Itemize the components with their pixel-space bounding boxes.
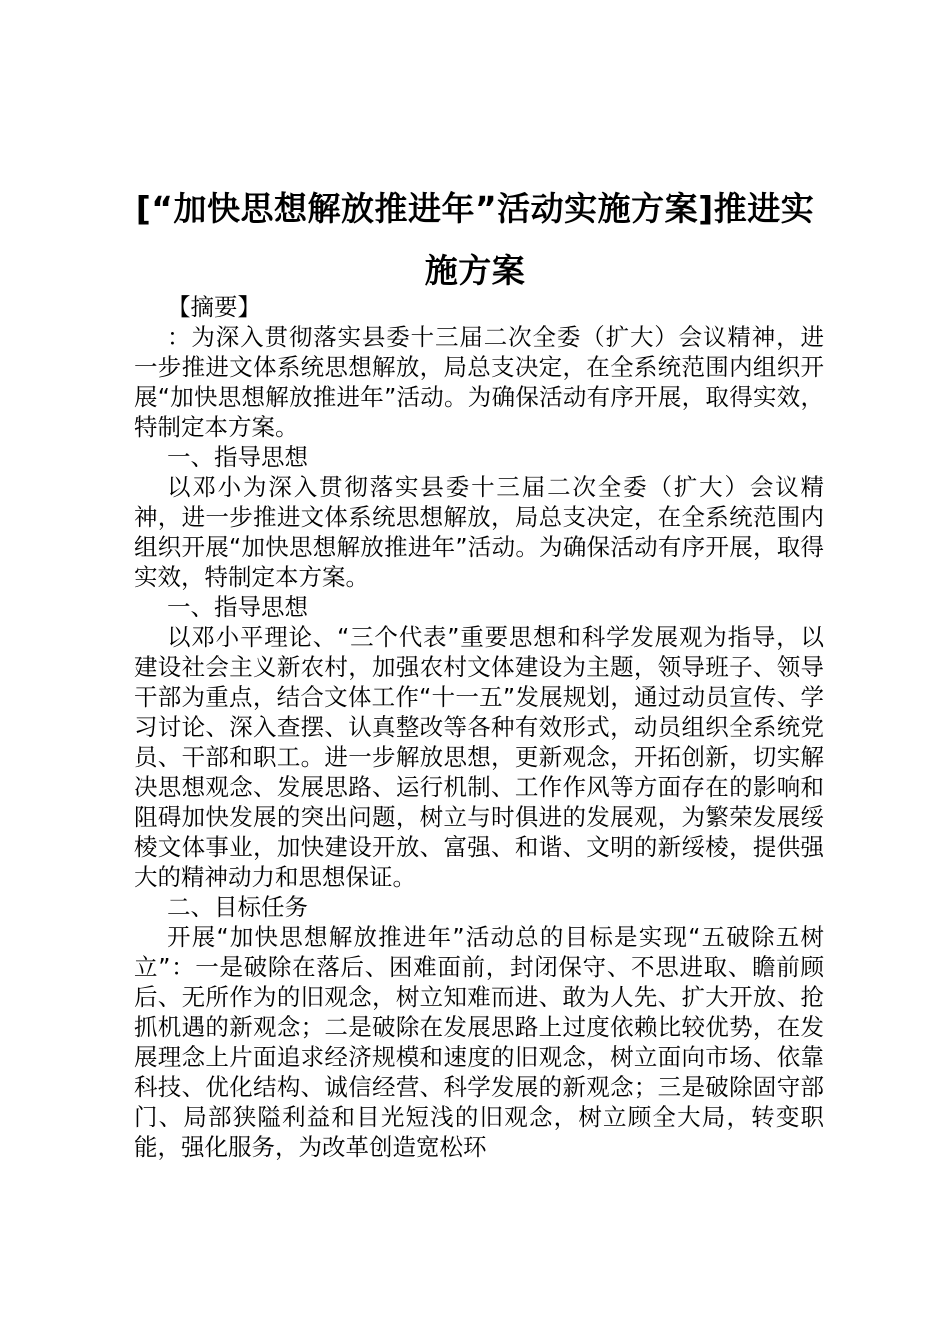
paragraph: 开展“加快思想解放推进年”活动总的目标是实现“五破除五树立”：一是破除在落后、困难面前，封闭保守、不思进取、瞻前顾后、无所作为的旧观念，树立知难而进、敢为人先、扩大开放、抢抓机遇的新观念；二是破除在发展思路上过度依赖比较优势，在发展理念上片面追求经济规模和速度的旧观念，树立面向市场、依靠科技、优化结构、诚信经营、科学发展的新观念；三是破除固守部门、局部狭隘利益和目光短浅的旧观念，树立顾全大局，转变职能，强化服务，为改革创造宽松环 bbox=[134, 923, 824, 1161]
paragraph: 以邓小为深入贯彻落实县委十三届二次全委（扩大）会议精神，进一步推进文体系统思想解放，局总支决定，在全系统范围内组织开展“加快思想解放推进年”活动。为确保活动有序开展，取得实效，特制定本方案。 bbox=[134, 473, 824, 591]
section-heading-guiding-thought: 一、指导思想 bbox=[167, 443, 308, 471]
abstract-label: 【摘要】 bbox=[167, 293, 261, 321]
section-heading-guiding-thought-repeat: 一、指导思想 bbox=[167, 593, 308, 621]
document-body bbox=[134, 292, 824, 1162]
section-heading-goals: 二、目标任务 bbox=[167, 893, 308, 921]
document-title: [“加快思想解放推进年”活动实施方案]推进实施方案 bbox=[135, 189, 815, 290]
abstract-paragraph: ：为深入贯彻落实县委十三届二次全委（扩大）会议精神，进一步推进文体系统思想解放，局总支决定，在全系统范围内组织开展“加快思想解放推进年”活动。为确保活动有序开展，取得实效，特制定本方案。 bbox=[134, 323, 824, 441]
paragraph: 以邓小平理论、“三个代表”重要思想和科学发展观为指导，以建设社会主义新农村，加强农村文体建设为主题，领导班子、领导干部为重点，结合文体工作“十一五”发展规划，通过动员宣传、学习讨论、深入查摆、认真整改等各种有效形式，动员组织全系统党员、干部和职工。进一步解放思想，更新观念，开拓创新，切实解决思想观念、发展思路、运行机制、工作作风等方面存在的影响和阻碍加快发展的突出问题，树立与时俱进的发展观，为繁荣发展绥棱文体事业，加快建设开放、富强、和谐、文明的新绥棱，提供强大的精神动力和思想保证。 bbox=[134, 623, 824, 891]
